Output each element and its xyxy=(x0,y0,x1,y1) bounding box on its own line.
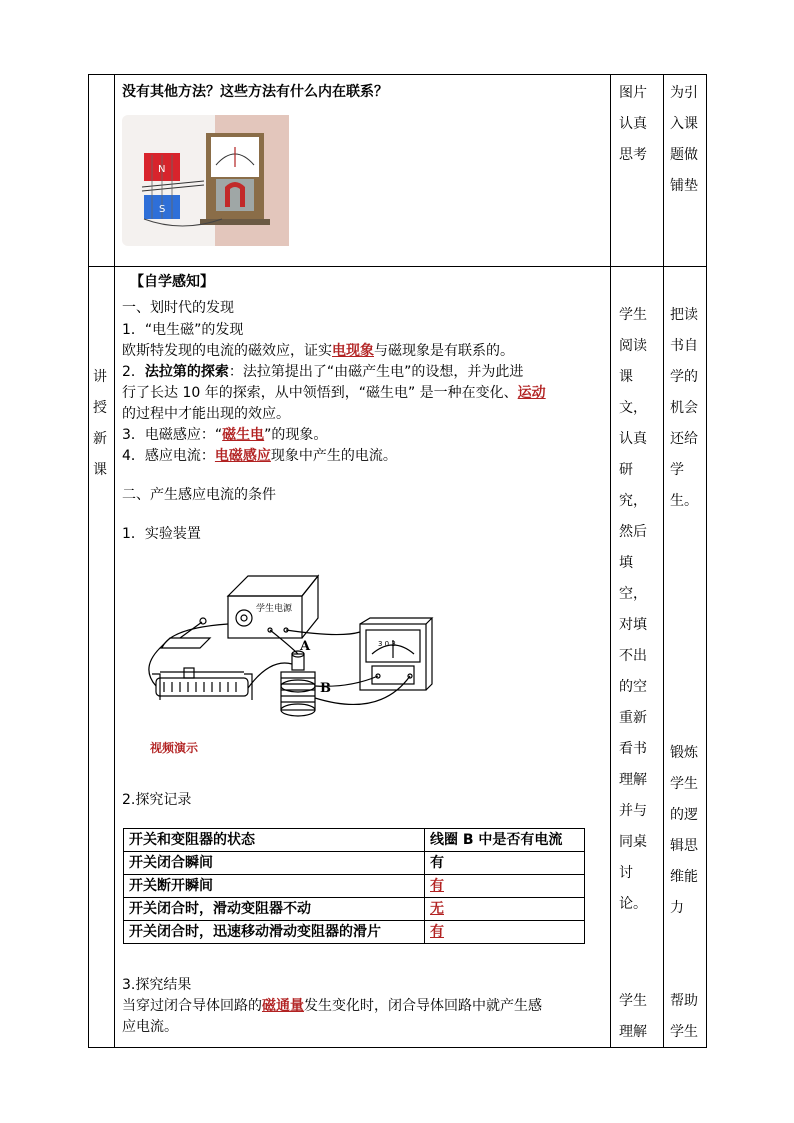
video-demo-label: 视频演示 xyxy=(150,741,199,755)
table-row: 开关闭合时，迅速移动滑动变阻器的滑片 有 xyxy=(124,921,585,944)
grid-col-1 xyxy=(114,74,115,1048)
magnet-s-label: S xyxy=(159,204,166,215)
stage-label: 讲 授 新 课 xyxy=(93,369,107,478)
section-1-title: 一、划时代的发现 xyxy=(122,300,234,316)
table-row: 开关闭合瞬间 有 xyxy=(124,852,585,875)
row2-design-intent: 把读 书自 学的 机会 还给 学 生。 xyxy=(670,307,698,509)
table-row: 开关断开瞬间 有 xyxy=(124,875,585,898)
point-4: 4．感应电流：电磁感应现象中产生的电流。 xyxy=(122,448,397,464)
magnet-n-label: N xyxy=(158,164,166,175)
point-3: 3．电磁感应：“磁生电”的现象。 xyxy=(122,427,328,443)
point-2-end: 的过程中才能出现的效应。 xyxy=(122,406,290,422)
self-study-heading: 【自学感知】 xyxy=(130,274,214,290)
result-text: 当穿过闭合导体回路的磁通量发生变化时，闭合导体回路中就产生感 xyxy=(122,998,542,1014)
exploration-record-table xyxy=(123,828,585,944)
point-2-text: 行了长达 10 年的探索，从中领悟到，“磁生电” 是一种在变化、运动 xyxy=(122,385,546,401)
row2-design-intent-3: 帮助 学生 xyxy=(670,993,698,1040)
row1-question: 没有其他方法？这些方法有什么内在联系？ xyxy=(122,84,388,100)
row1-design-intent: 为引 入课 题做 铺垫 xyxy=(670,85,698,194)
experiment-apparatus-diagram xyxy=(140,568,440,728)
point-1-text: 欧斯特发现的电流的磁效应，证实电现象与磁现象是有联系的。 xyxy=(122,343,514,359)
power-supply-label: 学生电源 xyxy=(256,604,293,614)
grid-top xyxy=(88,74,707,75)
table-header-cell: 开关和变阻器的状态 xyxy=(124,829,425,852)
point-2: 2．法拉第的探索：法拉第提出了“由磁产生电”的设想，并为此进 xyxy=(122,364,524,380)
section-2-title: 二、产生感应电流的条件 xyxy=(122,487,276,503)
row2-student-activity: 学生 阅读 课 文， 认真 研 究， 然后 填 空， 对填 不出 的空 重新 看书 理解 并与 同桌 讨 论。 xyxy=(619,307,647,912)
table-header-cell: 线圈 B 中是否有电流 xyxy=(425,829,585,852)
result-title: 3.探究结果 xyxy=(122,977,192,993)
grid-col-0 xyxy=(88,74,89,1048)
record-title: 2.探究记录 xyxy=(122,792,192,808)
row2-design-intent-2: 锻炼 学生 的逻 辑思 维能 力 xyxy=(670,745,698,916)
grid-col-3 xyxy=(663,74,664,1048)
coil-a-label: A xyxy=(300,639,311,654)
coil-b-label: B xyxy=(320,681,331,696)
table-row: 开关闭合时，滑动变阻器不动 无 xyxy=(124,898,585,921)
row1-student-activity: 图片 认真 思考 xyxy=(619,85,647,163)
magnet-galvanometer-image xyxy=(122,115,289,246)
experiment-title: 1．实验装置 xyxy=(122,526,201,542)
result-text-end: 应电流。 xyxy=(122,1019,178,1035)
grid-col-2 xyxy=(610,74,611,1048)
table-header-row xyxy=(124,829,585,852)
row2-student-activity-2: 学生 理解 xyxy=(619,993,647,1040)
grid-col-4 xyxy=(706,74,707,1048)
grid-bottom xyxy=(88,1047,707,1048)
meter-scale: 3 0 3 xyxy=(378,640,396,648)
grid-row-divider xyxy=(88,266,707,267)
point-1: 1．“电生磁”的发现 xyxy=(122,322,244,338)
